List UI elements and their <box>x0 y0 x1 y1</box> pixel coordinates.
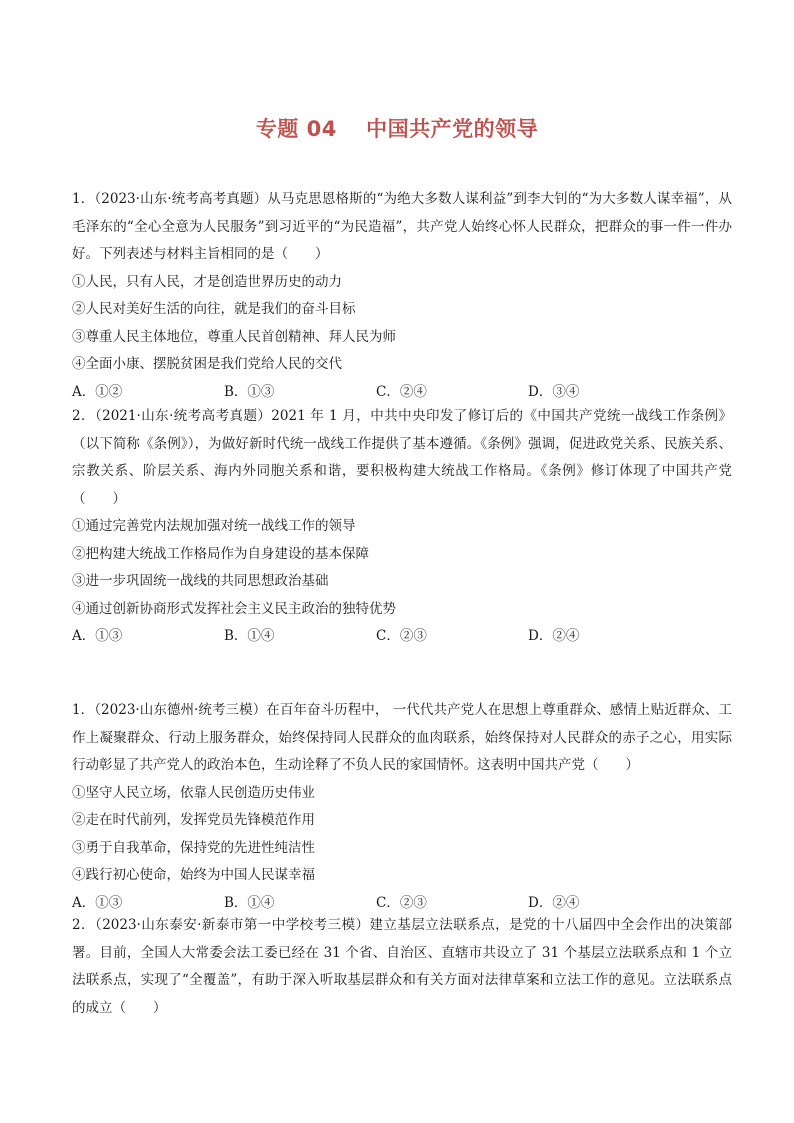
question-block-1-2 <box>72 403 732 651</box>
choice-a: A．①② <box>72 383 123 400</box>
question-block-2-2 <box>72 912 732 1022</box>
statement-option: ④通过创新协商形式发挥社会主义民主政治的独特优势 <box>72 600 396 617</box>
statement-option: ③进一步巩固统一战线的共同思想政治基础 <box>72 573 329 589</box>
statement-option: ②把构建大统战工作格局作为自身建设的基本保障 <box>72 545 369 562</box>
statement-option: ①人民，只有人民，才是创造世界历史的动力 <box>72 273 342 290</box>
choice-c: C．②③ <box>376 628 427 644</box>
choice-b: B．①④ <box>224 628 275 644</box>
choice-b: B．①③ <box>224 383 275 400</box>
choice-d: D．②④ <box>528 628 580 644</box>
statement-option: ②走在时代前列，发挥党员先锋模范作用 <box>72 812 315 828</box>
choice-a: A．①③ <box>72 628 123 644</box>
choice-a: A．①③ <box>72 894 123 911</box>
statement-option: ②人民对美好生活的向往，就是我们的奋斗目标 <box>72 301 356 317</box>
statement-option: ①坚守人民立场，依靠人民创造历史伟业 <box>72 784 315 801</box>
choice-d: D．②④ <box>528 894 580 911</box>
choice-b: B．①④ <box>224 894 275 911</box>
question-block-2-1 <box>72 697 732 917</box>
question-stem: 1．（2023·山东德州·统考三模）在百年奋斗历程中， 一代代共产党人在思想上尊重群众、感情上贴近群众、工作上凝聚群众、行动上服务群众，始终保持同人民群众的血肉联系，始终保持对人民群众的赤子之心，用实际行动彰显了共产党人的政治本色，生动诠释了不负人民的家国情怀。这表明中国共产党（ ） <box>72 702 732 773</box>
question-stem: 2．（2021·山东·统考高考真题）2021 年 1 月，中共中央印发了修订后的《中国共产党统一战线工作条例》（以下简称《条例》），为做好新时代统一战线工作提供了基本遵循。《条例》强调，促进政党关系、民族关系、宗教关系、阶层关系、海内外同胞关系和谐，要积极构建大统战工作格局。《条例》修订体现了中国共产党（ ） <box>72 408 732 507</box>
statement-option: ④践行初心使命，始终为中国人民谋幸福 <box>72 867 315 883</box>
choice-c: C．②④ <box>376 383 427 400</box>
choice-d: D．③④ <box>528 383 580 400</box>
answer-choices <box>72 379 732 407</box>
statement-option: ③尊重人民主体地位，尊重人民首创精神、拜人民为师 <box>72 328 396 345</box>
choice-c: C．②③ <box>376 894 427 911</box>
statement-option: ③勇于自我革命，保持党的先进性纯洁性 <box>72 839 315 856</box>
question-stem: 1．（2023·山东·统考高考真题）从马克思恩格斯的“为绝大多数人谋利益”到李大钊的“为大多数人谋幸福”，从毛泽东的“全心全意为人民服务”到习近平的“为民造福”，共产党人始终心怀人民群众，把群众的事一件一件办好。下列表述与材料主旨相同的是（ ） <box>72 191 732 262</box>
answer-choices <box>72 623 732 651</box>
page-title: 专题 04 中国共产党的领导 <box>255 117 539 141</box>
question-block-1-1 <box>72 186 732 406</box>
statement-option: ④全面小康、摆脱贫困是我们党给人民的交代 <box>72 356 342 372</box>
statement-option: ①通过完善党内法规加强对统一战线工作的领导 <box>72 518 356 534</box>
question-stem: 2．（2023·山东泰安·新泰市第一中学校考三模）建立基层立法联系点，是党的十八届四中全会作出的决策部署。目前，全国人大常委会法工委已经在 31 个省、自治区、直辖市共设立了 31 个基层立法联系点和 1 个立法联系点，实现了“全覆盖”，有助于深入听取基层群众和有关方面对法律草案和立法工作的意见。立法联系点的成立（ ） <box>72 917 732 1016</box>
